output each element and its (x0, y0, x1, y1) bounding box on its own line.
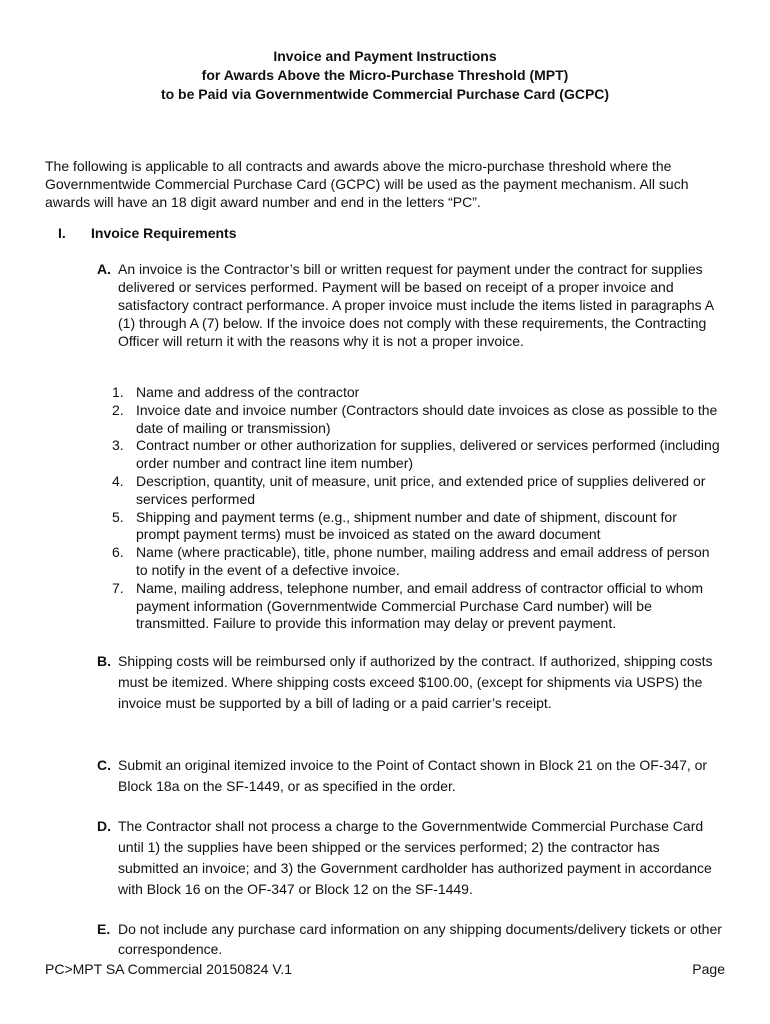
paragraph-text: An invoice is the Contractor’s bill or written request for payment under the contract for supplies delivered or services performed. Payment will be based on receipt of a proper invoice and satisfactory contract performance. A proper invoice must include the items listed in paragraphs A (1) through A (7) below. If the invoice does not comply with these requirements, the Contracting Officer will return it with the reasons why it is not a proper invoice. (118, 261, 714, 349)
section-title: Invoice Requirements (91, 225, 237, 241)
paragraph-b (97, 651, 722, 714)
list-item (112, 473, 724, 509)
list-item-number: 4. (112, 472, 124, 489)
list-item-text: Contract number or other authorization for supplies, delivered or services performed (including order number and contract line item number) (136, 437, 720, 472)
document-title (0, 47, 770, 104)
list-item-text: Shipping and payment terms (e.g., shipment number and date of shipment, discount for prompt payment terms) must be invoiced as stated on the award document (136, 508, 677, 543)
paragraph-d (97, 816, 722, 900)
paragraph-text: Submit an original itemized invoice to the Point of Contact shown in Block 21 on the OF-347, or Block 18a on the SF-1449, or as specified in the order. (118, 757, 708, 794)
paragraph-c (97, 755, 722, 797)
list-item (112, 384, 724, 402)
paragraph-a (97, 260, 722, 350)
title-line-3: to be Paid via Governmentwide Commercial Purchase Card (GCPC) (160, 86, 610, 102)
paragraph-letter: A. (97, 261, 111, 277)
paragraph-letter: B. (97, 653, 111, 669)
list-item-text: Invoice date and invoice number (Contractors should date invoices as close as possible to the date of mailing or transmission) (136, 401, 718, 436)
paragraph-text: The Contractor shall not process a charge to the Governmentwide Commercial Purchase Card until 1) the supplies have been shipped or the services performed; 2) the contractor has submitted an invoice; and 3) the Government cardholder has authorized payment in accordance with Block 16 on the OF-347 or Block 12 on the SF-1449. (118, 818, 712, 897)
paragraph-e (97, 919, 722, 959)
list-item-text: Name, mailing address, telephone number, and email address of contractor official to whom payment information (Governmentwide Commercial Purchase Card number) will be transmitted. Failure to provide this information may delay or prevent payment. (136, 579, 704, 632)
requirements-list (112, 384, 724, 633)
list-item (112, 544, 724, 580)
section-number: I. (58, 225, 66, 241)
paragraph-letter: E. (97, 921, 111, 937)
paragraph-letter: D. (97, 818, 111, 834)
paragraph-letter: C. (97, 757, 111, 773)
title-line-2: for Awards Above the Micro-Purchase Threshold (MPT) (201, 67, 569, 83)
paragraph-text: Do not include any purchase card information on any shipping documents/delivery tickets or other correspondence. (118, 921, 722, 957)
list-item-number: 5. (112, 508, 124, 525)
list-item-number: 6. (112, 544, 124, 561)
paragraph-text: Shipping costs will be reimbursed only if authorized by the contract. If authorized, shipping costs must be itemized. Where shipping costs exceed $100.00, (except for shipments via USPS) the invoice must be supported by a bill of lading or a paid carrier’s receipt. (118, 653, 713, 711)
list-item-text: Name (where practicable), title, phone number, mailing address and email address of person to notify in the event of a defective invoice. (136, 544, 710, 578)
footer-doc-id: PC>MPT SA Commercial 20150824 V.1 (45, 961, 293, 977)
footer-page-number: Page (692, 961, 725, 977)
list-item-number: 1. (112, 384, 124, 400)
list-item-number: 7. (112, 579, 124, 596)
list-item-number: 3. (112, 437, 124, 454)
intro-paragraph: The following is applicable to all contracts and awards above the micro-purchase threshold where the Governmentwide Commercial Purchase Card (GCPC) will be used as the payment mechanism. All such awards will have an 18 digit award number and end in the letters “PC”. (45, 158, 689, 210)
title-line-1: Invoice and Payment Instructions (273, 48, 497, 64)
list-item-number: 2. (112, 401, 124, 418)
list-item (112, 437, 724, 473)
list-item (112, 402, 724, 438)
list-item-text: Description, quantity, unit of measure, unit price, and extended price of supplies delivered or services performed (136, 472, 706, 507)
list-item (112, 580, 724, 633)
list-item-text: Name and address of the contractor (136, 384, 360, 400)
list-item (112, 509, 724, 545)
section-heading (58, 224, 237, 242)
